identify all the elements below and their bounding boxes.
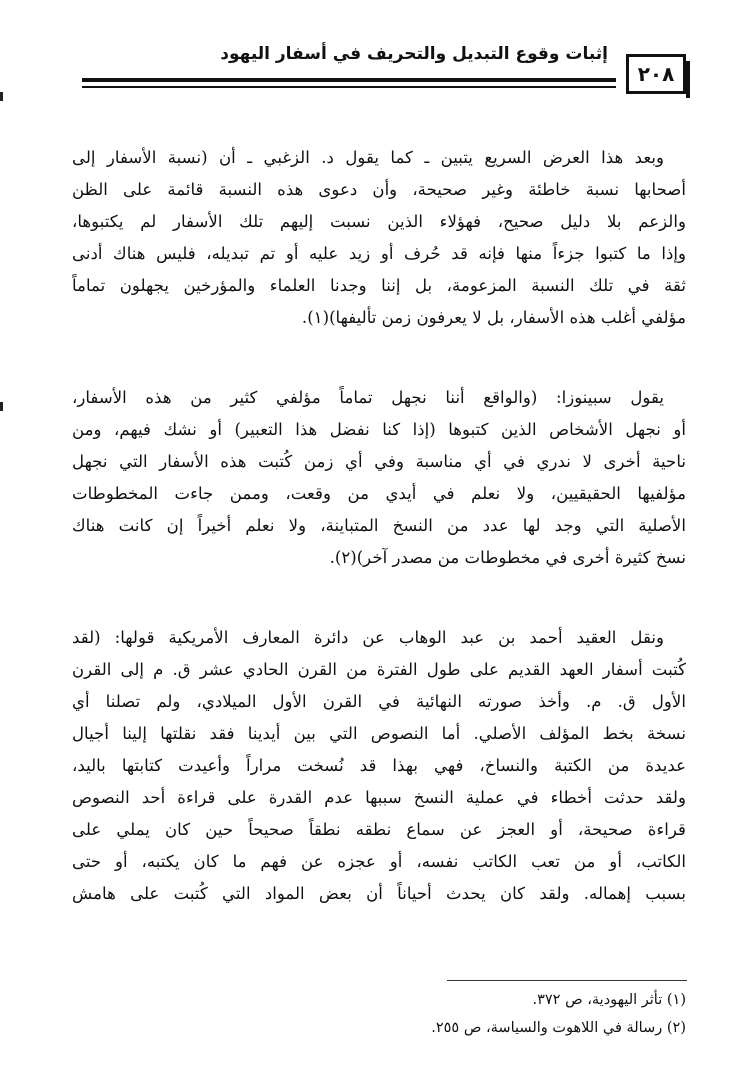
footnote-1: (١) تأثر اليهودية، ص ٣٧٢.: [532, 992, 686, 1008]
text-line: الأول ق. م. وأخذ صورته النهائية في القرن الأول الميلادي، ولم تصلنا أي: [72, 692, 686, 711]
text-line: ناحية أخرى لا ندري في أي مناسبة وفي أي زمن كُتبت هذه الأسفار التي نجهل: [72, 452, 686, 471]
text-line: والزعم بلا دليل صحيح، فهؤلاء الذين نسبت إليهم تلك الأسفار لم يكتبوها،: [72, 212, 686, 231]
paragraph-1: [72, 142, 686, 334]
text-line: كُتبت أسفار العهد القديم على طول الفترة من القرن الحادي عشر ق. م إلى القرن: [72, 660, 686, 679]
scan-margin-mark: [0, 402, 3, 411]
text-line: ولقد حدثت أخطاء في عملية النسخ سببها عدم القدرة على قراءة أحد النصوص: [72, 788, 686, 807]
text-line: الأصلية التي وجد لها عدد من النسخ المتباينة، ولا نعلم أخيراً إن كانت هناك: [72, 516, 686, 535]
running-title: إثبات وقوع التبديل والتحريف في أسفار اليهود: [220, 44, 608, 64]
text-line: ثقة في تلك النسبة المزعومة، بل إننا وجدنا العلماء والمؤرخين يجهلون تماماً: [72, 276, 686, 295]
text-line: نسخ كثيرة أخرى في مخطوطات من مصدر آخر)(٢).: [329, 548, 686, 567]
text-line: وإذا ما كتبوا جزءاً منها فإنه قد حُرف أو زيد عليه أو تم تبديله، فليس هناك أدنى: [72, 244, 686, 263]
text-line: مؤلفيها الحقيقيين، ولا نعلم في أيدي من وقعت، وممن جاءت المخطوطات: [72, 484, 686, 503]
text-line: نسخة بخط المؤلف الأصلي. أما النصوص التي بين أيدينا فقد نقلتها إلينا أجيال: [72, 724, 686, 743]
text-line: عديدة من الكتبة والنساخ، فهي بهذا قد نُسخت مراراً وأعيدت كتابتها باليد،: [72, 756, 686, 775]
paragraph-2: [72, 382, 686, 574]
text-line: وبعد هذا العرض السريع يتبين ـ كما يقول د. الزغبي ـ أن (نسبة الأسفار إلى: [72, 148, 664, 167]
text-line: يقول سبينوزا: (والواقع أننا نجهل تماماً مؤلفي كثير من هذه الأسفار،: [72, 388, 664, 407]
text-line: ونقل العقيد أحمد بن عبد الوهاب عن دائرة المعارف الأمريكية قولها: (لقد: [72, 628, 664, 647]
text-line: أصحابها نسبة خاطئة وغير صحيحة، وأن دعوى هذه النسبة قائمة على الظن: [72, 180, 686, 199]
scan-margin-mark: [0, 92, 3, 101]
page-header: [82, 38, 686, 100]
text-line: مؤلفي أغلب هذه الأسفار، بل لا يعرفون زمن تأليفها)(١).: [301, 308, 686, 327]
text-line: قراءة صحيحة، أو العجز عن سماع نطقه نطقاً صحيحاً حين كان يملي على: [72, 820, 686, 839]
text-line: أو نجهل الأشخاص الذين كتبوها (إذا كنا نفضل هذا التعبير) أو نشك فيهم، ومن: [72, 420, 686, 439]
footnote-2: (٢) رسالة في اللاهوت والسياسة، ص ٢٥٥.: [431, 1020, 686, 1036]
page-number: ٢٠٨: [626, 54, 686, 94]
paragraph-3: [72, 622, 686, 910]
text-line: الكاتب، أو من تعب الكاتب نفسه، أو عجزه عن فهم ما كان يكتبه، أو حتى: [72, 852, 686, 871]
text-line: بسبب إهماله. ولقد كان يحدث أحياناً أن بعض المواد التي كُتبت على هامش: [72, 884, 686, 903]
footnote-separator: [447, 980, 687, 981]
header-rule-thick: [82, 78, 616, 82]
header-rule-thin: [82, 86, 616, 88]
